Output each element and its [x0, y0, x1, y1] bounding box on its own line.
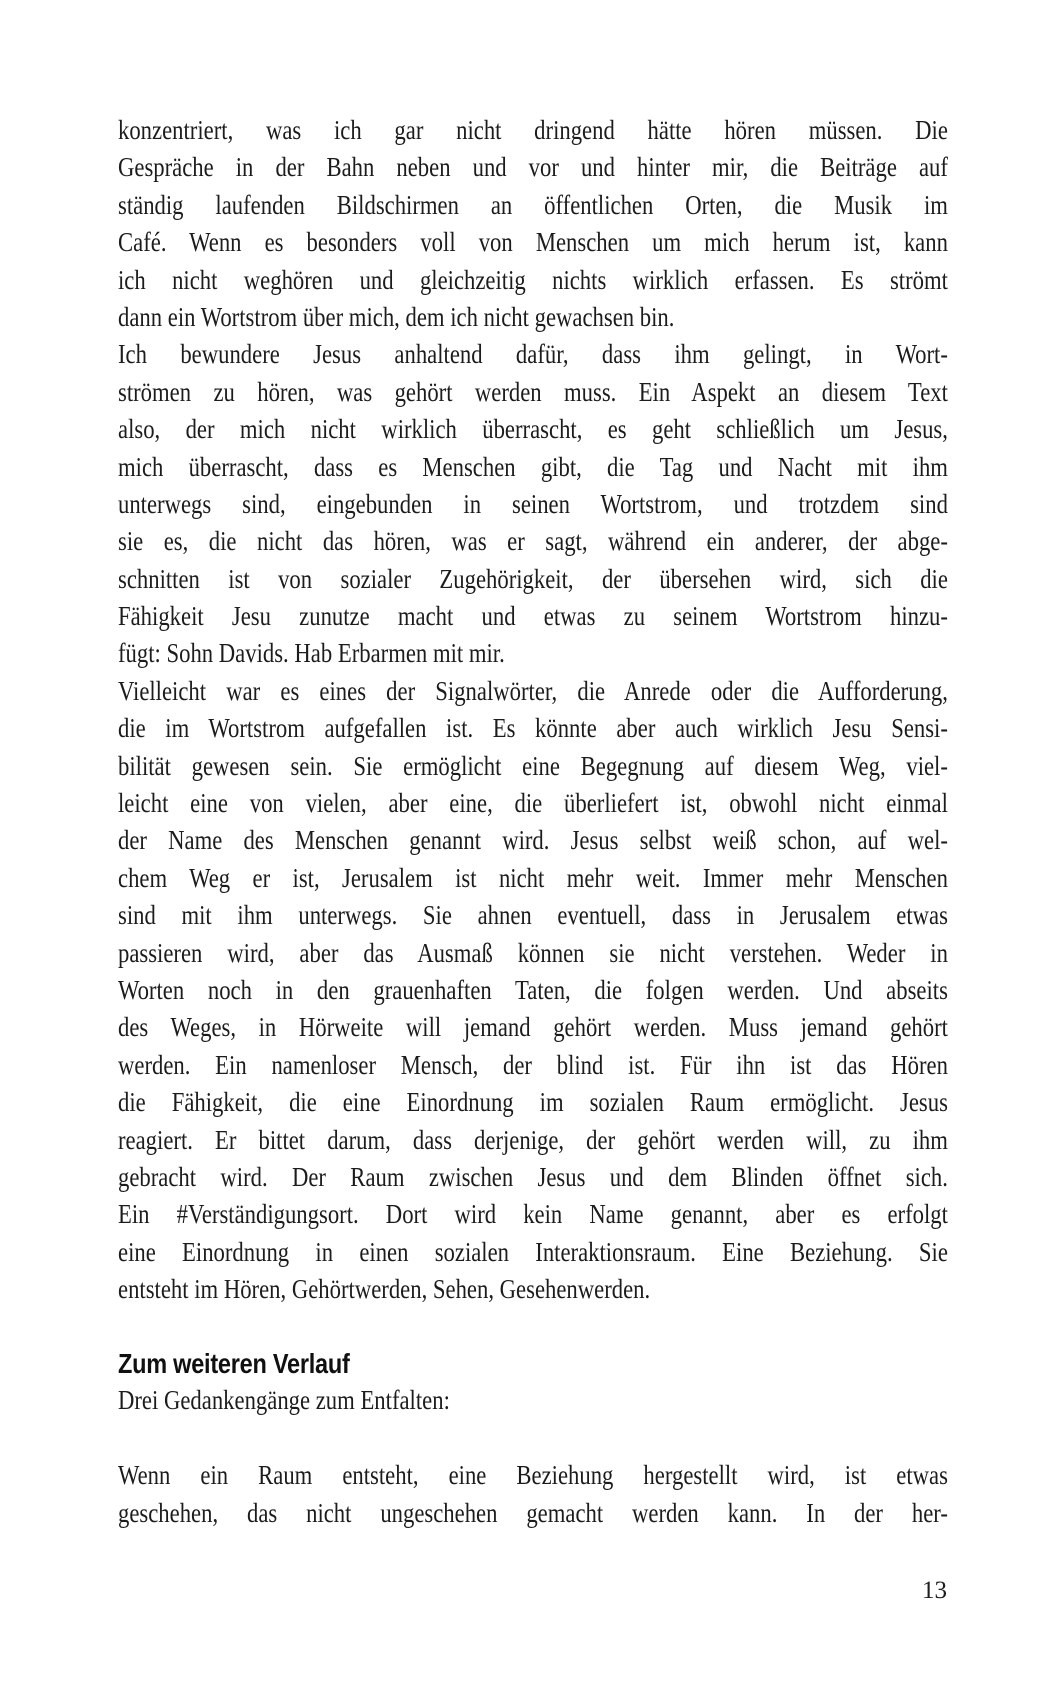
- section-heading: Zum weiteren Verlauf: [118, 1347, 350, 1379]
- text-line: sie es, die nicht das hören, was er sagt, während ein anderer, der abge-: [118, 526, 948, 557]
- text-line: unterwegs sind, eingebunden in seinen Wortstrom, und trotzdem sind: [118, 488, 948, 519]
- text-line: ständig laufenden Bildschirmen an öffentlichen Orten, die Musik im: [118, 189, 948, 220]
- text-line: chem Weg er ist, Jerusalem ist nicht mehr weit. Immer mehr Menschen: [118, 862, 948, 893]
- text-line: also, der mich nicht wirklich überrascht, es geht schließlich um Jesus,: [118, 414, 948, 445]
- body-paragraph-2: [118, 336, 948, 673]
- text-line: geschehen, das nicht ungeschehen gemacht werden kann. In der her-: [118, 1497, 948, 1528]
- text-line: entsteht im Hören, Gehörtwerden, Sehen, Gesehenwerden.: [118, 1274, 651, 1305]
- section-paragraph: [118, 1457, 948, 1532]
- text-line: leicht eine von vielen, aber eine, die überliefert ist, obwohl nicht einmal: [118, 788, 948, 819]
- text-line: des Weges, in Hörweite will jemand gehört werden. Muss jemand gehört: [118, 1012, 948, 1043]
- page-text-block: [118, 112, 948, 1532]
- text-line: dann ein Wortstrom über mich, dem ich nicht gewachsen bin.: [118, 301, 675, 332]
- text-line: Ich bewundere Jesus anhaltend dafür, dass ihm gelingt, in Wort-: [118, 339, 948, 370]
- text-line: Fähigkeit Jesu zunutze macht und etwas zu seinem Wortstrom hinzu-: [118, 601, 948, 632]
- body-paragraph-1: [118, 112, 948, 336]
- text-line: der Name des Menschen genannt wird. Jesus selbst weiß schon, auf wel-: [118, 825, 948, 856]
- text-line: Vielleicht war es eines der Signalwörter, die Anrede oder die Aufforderung,: [118, 675, 948, 706]
- text-line: die im Wortstrom aufgefallen ist. Es könnte aber auch wirklich Jesu Sensi-: [118, 713, 948, 744]
- text-line: werden. Ein namenloser Mensch, der blind ist. Für ihn ist das Hören: [118, 1049, 948, 1080]
- text-line: passieren wird, aber das Ausmaß können sie nicht verstehen. Weder in: [118, 937, 948, 968]
- text-line: eine Einordnung in einen sozialen Interaktionsraum. Eine Beziehung. Sie: [118, 1236, 948, 1267]
- text-line: schnitten ist von sozialer Zugehörigkeit, der übersehen wird, sich die: [118, 563, 948, 594]
- text-line: bilität gewesen sein. Sie ermöglicht eine Begegnung auf diesem Weg, viel-: [118, 750, 948, 781]
- page-number: 13: [922, 1577, 947, 1604]
- text-line: Wenn ein Raum entsteht, eine Beziehung hergestellt wird, ist etwas: [118, 1460, 948, 1491]
- text-line: Ein #Verständigungsort. Dort wird kein Name genannt, aber es erfolgt: [118, 1199, 948, 1230]
- text-line: gebracht wird. Der Raum zwischen Jesus und dem Blinden öffnet sich.: [118, 1161, 948, 1192]
- text-line: Gespräche in der Bahn neben und vor und hinter mir, die Beiträge auf: [118, 152, 948, 183]
- text-line: fügt: Sohn Davids. Hab Erbarmen mit mir.: [118, 638, 505, 669]
- text-line: Café. Wenn es besonders voll von Menschen um mich herum ist, kann: [118, 227, 948, 258]
- section-intro-line: Drei Gedankengänge zum Entfalten:: [118, 1384, 450, 1415]
- text-line: sind mit ihm unterwegs. Sie ahnen eventuell, dass in Jerusalem etwas: [118, 900, 948, 931]
- text-line: Worten noch in den grauenhaften Taten, die folgen werden. Und abseits: [118, 974, 948, 1005]
- text-line: reagiert. Er bittet darum, dass derjenige, der gehört werden will, zu ihm: [118, 1124, 948, 1155]
- text-line: mich überrascht, dass es Menschen gibt, die Tag und Nacht mit ihm: [118, 451, 948, 482]
- text-line: strömen zu hören, was gehört werden muss. Ein Aspekt an diesem Text: [118, 376, 948, 407]
- body-paragraph-3: [118, 673, 948, 1309]
- text-line: ich nicht weghören und gleichzeitig nichts wirklich erfassen. Es strömt: [118, 264, 948, 295]
- text-line: die Fähigkeit, die eine Einordnung im sozialen Raum ermöglicht. Jesus: [118, 1087, 948, 1118]
- text-line: konzentriert, was ich gar nicht dringend hätte hören müssen. Die: [118, 115, 948, 145]
